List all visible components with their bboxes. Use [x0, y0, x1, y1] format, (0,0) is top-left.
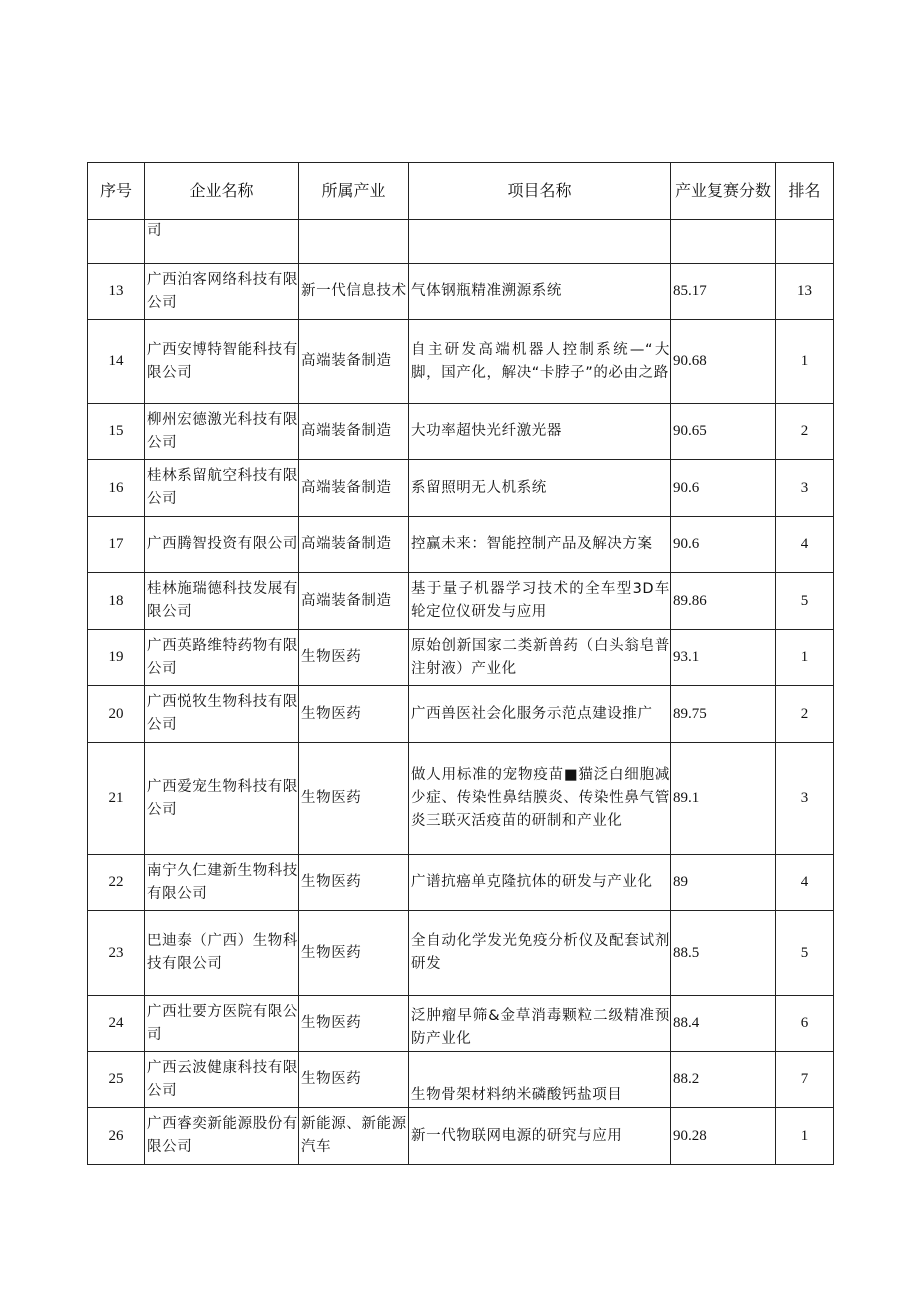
cell-no: 25	[88, 1052, 145, 1108]
cell-industry: 生物医药	[299, 911, 409, 996]
cell-rank: 2	[776, 404, 834, 460]
cell-no: 20	[88, 686, 145, 743]
cell-project: 基于量子机器学习技术的全车型3D车轮定位仪研发与应用	[409, 573, 671, 630]
cell-rank: 7	[776, 1052, 834, 1108]
cell-rank: 13	[776, 264, 834, 320]
cell-rank: 3	[776, 460, 834, 517]
cell-score: 89	[671, 855, 776, 911]
cell-rank: 5	[776, 911, 834, 996]
cell-score: 90.28	[671, 1108, 776, 1165]
cell-score: 89.86	[671, 573, 776, 630]
cell-project: 气体钢瓶精准溯源系统	[409, 264, 671, 320]
cell-company: 广西睿奕新能源股份有限公司	[145, 1108, 299, 1165]
cell-project: 广谱抗癌单克隆抗体的研发与产业化	[409, 855, 671, 911]
cell-score: 85.17	[671, 264, 776, 320]
cell-company: 广西壮要方医院有限公司	[145, 996, 299, 1052]
cell-company: 广西泊客网络科技有限公司	[145, 264, 299, 320]
table-row	[88, 855, 834, 911]
cell-project: 全自动化学发光免疫分析仪及配套试剂研发	[409, 911, 671, 996]
cell-company: 广西爱宠生物科技有限公司	[145, 743, 299, 855]
cell-company: 广西云波健康科技有限公司	[145, 1052, 299, 1108]
cell-rank: 1	[776, 1108, 834, 1165]
cell-industry: 生物医药	[299, 1052, 409, 1108]
cell-industry: 新能源、新能源汽车	[299, 1108, 409, 1165]
cell-project: 广西兽医社会化服务示范点建设推广	[409, 686, 671, 743]
cell-rank: 4	[776, 517, 834, 573]
cell-no: 17	[88, 517, 145, 573]
header-project: 项目名称	[409, 163, 671, 220]
cell-industry: 生物医药	[299, 686, 409, 743]
cell-no: 18	[88, 573, 145, 630]
cell-rank: 3	[776, 743, 834, 855]
cell-project: 控赢未来：智能控制产品及解决方案	[409, 517, 671, 573]
table-row	[88, 996, 834, 1052]
table-row	[88, 320, 834, 404]
cell-industry: 生物医药	[299, 630, 409, 686]
cell-project: 大功率超快光纤激光器	[409, 404, 671, 460]
cell-score: 90.6	[671, 517, 776, 573]
table-row	[88, 630, 834, 686]
cell-rank: 2	[776, 686, 834, 743]
cell-no	[88, 220, 145, 264]
cell-score: 89.75	[671, 686, 776, 743]
ranking-table	[87, 162, 834, 1165]
cell-industry: 高端装备制造	[299, 573, 409, 630]
cell-industry: 高端装备制造	[299, 460, 409, 517]
header-industry: 所属产业	[299, 163, 409, 220]
continuation-row	[88, 220, 834, 264]
cell-no: 19	[88, 630, 145, 686]
cell-industry: 生物医药	[299, 855, 409, 911]
cell-company: 广西英路维特药物有限公司	[145, 630, 299, 686]
cell-rank: 4	[776, 855, 834, 911]
cell-score: 89.1	[671, 743, 776, 855]
cell-project: 做人用标准的宠物疫苗■猫泛白细胞减少症、传染性鼻结膜炎、传染性鼻气管炎三联灭活疫苗的研制和产业化	[409, 743, 671, 855]
cell-company: 南宁久仁建新生物科技有限公司	[145, 855, 299, 911]
cell-company: 柳州宏德激光科技有限公司	[145, 404, 299, 460]
cell-project	[409, 220, 671, 264]
cell-project: 原始创新国家二类新兽药（白头翁皂普注射液）产业化	[409, 630, 671, 686]
cell-no: 13	[88, 264, 145, 320]
cell-industry	[299, 220, 409, 264]
cell-no: 23	[88, 911, 145, 996]
table-row	[88, 743, 834, 855]
table-row	[88, 1052, 834, 1108]
cell-rank	[776, 220, 834, 264]
cell-rank: 6	[776, 996, 834, 1052]
cell-project: 新一代物联网电源的研究与应用	[409, 1108, 671, 1165]
cell-score: 88.5	[671, 911, 776, 996]
table-row	[88, 264, 834, 320]
cell-project: 泛肿瘤早筛&金草消毒颗粒二级精准预防产业化	[409, 996, 671, 1052]
cell-company: 广西安博特智能科技有限公司	[145, 320, 299, 404]
header-score: 产业复赛分数	[671, 163, 776, 220]
cell-rank: 1	[776, 320, 834, 404]
cell-no: 26	[88, 1108, 145, 1165]
cell-no: 22	[88, 855, 145, 911]
cell-rank: 1	[776, 630, 834, 686]
cell-company: 广西腾智投资有限公司	[145, 517, 299, 573]
cell-industry: 生物医药	[299, 996, 409, 1052]
cell-score: 90.6	[671, 460, 776, 517]
table-row	[88, 911, 834, 996]
cell-no: 14	[88, 320, 145, 404]
cell-score: 93.1	[671, 630, 776, 686]
cell-industry: 高端装备制造	[299, 404, 409, 460]
cell-industry: 高端装备制造	[299, 320, 409, 404]
header-rank: 排名	[776, 163, 834, 220]
header-no: 序号	[88, 163, 145, 220]
cell-score: 90.68	[671, 320, 776, 404]
table-row	[88, 686, 834, 743]
cell-industry: 新一代信息技术	[299, 264, 409, 320]
cell-company: 桂林系留航空科技有限公司	[145, 460, 299, 517]
cell-project: 系留照明无人机系统	[409, 460, 671, 517]
cell-rank: 5	[776, 573, 834, 630]
cell-score	[671, 220, 776, 264]
cell-no: 15	[88, 404, 145, 460]
header-company: 企业名称	[145, 163, 299, 220]
cell-company: 桂林施瑞德科技发展有限公司	[145, 573, 299, 630]
cell-industry: 高端装备制造	[299, 517, 409, 573]
cell-project: 自主研发高端机器人控制系统—“大脚，国产化，解决“卡脖子”的必由之路	[409, 320, 671, 404]
table-row	[88, 573, 834, 630]
cell-no: 16	[88, 460, 145, 517]
table-row	[88, 404, 834, 460]
table-row	[88, 517, 834, 573]
cell-no: 21	[88, 743, 145, 855]
cell-score: 88.4	[671, 996, 776, 1052]
cell-project: 生物骨架材料纳米磷酸钙盐项目	[409, 1052, 671, 1108]
cell-score: 90.65	[671, 404, 776, 460]
table-row	[88, 1108, 834, 1165]
cell-score: 88.2	[671, 1052, 776, 1108]
cell-industry: 生物医药	[299, 743, 409, 855]
cell-company: 巴迪泰（广西）生物科技有限公司	[145, 911, 299, 996]
cell-company: 司	[145, 220, 299, 264]
cell-no: 24	[88, 996, 145, 1052]
cell-company: 广西悦牧生物科技有限公司	[145, 686, 299, 743]
header-row	[88, 163, 834, 220]
table-row	[88, 460, 834, 517]
